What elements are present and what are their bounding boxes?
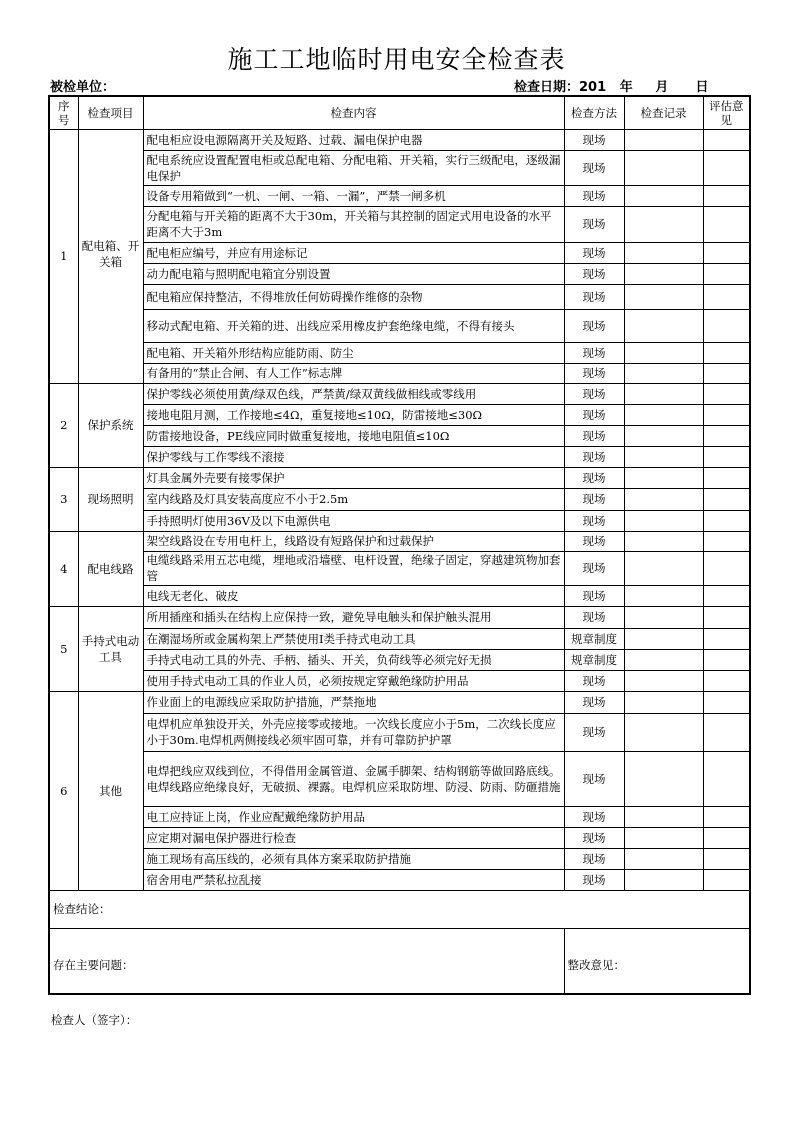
item-evaluation-field[interactable]: [703, 185, 750, 206]
conclusion-label: 检查结论：: [53, 902, 111, 916]
item-evaluation-field[interactable]: [703, 263, 750, 284]
inspection-date-label: 检查日期：201 年 月 日: [514, 80, 709, 95]
table-row: [49, 363, 750, 383]
item-record-field[interactable]: [624, 531, 703, 551]
item-content: 手持式电动工具的外壳、手柄、插头、开关，负荷线等必须完好无损: [143, 649, 564, 670]
item-method: 现场: [564, 185, 624, 206]
item-record-field[interactable]: [624, 713, 703, 751]
table-row: [49, 585, 750, 606]
table-row: [49, 869, 750, 890]
item-content: 室内线路及灯具安装高度应不小于2.5m: [143, 488, 564, 510]
item-content: 使用手持式电动工具的作业人员，必须按规定穿戴绝缘防护用品: [143, 670, 564, 691]
table-row: [49, 827, 750, 848]
group-category: 保护系统: [78, 383, 143, 467]
item-record-field[interactable]: [624, 467, 703, 488]
item-evaluation-field[interactable]: [703, 551, 750, 585]
header-evaluation: 评估意见: [703, 96, 750, 129]
inspection-table: [48, 95, 751, 995]
item-record-field[interactable]: [624, 628, 703, 649]
item-content: 电焊把线应双线到位，不得借用金属管道、金属手脚架、结构钢筋等做回路底线。电焊线路应绝缘良好，无破损、裸露。电焊机应采取防埋、防浸、防雨、防砸措施: [143, 751, 564, 806]
item-content: 有备用的“禁止合闸、有人工作”标志牌: [143, 363, 564, 383]
item-method: 现场: [564, 551, 624, 585]
item-evaluation-field[interactable]: [703, 510, 750, 531]
item-record-field[interactable]: [624, 670, 703, 691]
item-content: 电工应持证上岗，作业应配戴绝缘防护用品: [143, 806, 564, 827]
item-record-field[interactable]: [624, 848, 703, 869]
item-method: 现场: [564, 869, 624, 890]
item-method: 现场: [564, 263, 624, 284]
item-record-field[interactable]: [624, 510, 703, 531]
group-seq: 5: [49, 606, 78, 691]
item-content: 设备专用箱做到“一机、一闸、一箱、一漏”，严禁一闸多机: [143, 185, 564, 206]
item-content: 防雷接地设备，PE线应同时做重复接地，接地电阻值≤10Ω: [143, 425, 564, 446]
item-content: 电线无老化、破皮: [143, 585, 564, 606]
item-evaluation-field[interactable]: [703, 806, 750, 827]
table-row: [49, 425, 750, 446]
item-evaluation-field[interactable]: [703, 606, 750, 628]
item-record-field[interactable]: [624, 363, 703, 383]
table-row: [49, 848, 750, 869]
table-row: [49, 467, 750, 488]
group-seq: 3: [49, 467, 78, 531]
item-content: 配电柜应设电源隔离开关及短路、过载、漏电保护电器: [143, 129, 564, 150]
item-record-field[interactable]: [624, 206, 703, 242]
item-method: 现场: [564, 363, 624, 383]
header-category: 检查项目: [78, 96, 143, 129]
item-record-field[interactable]: [624, 185, 703, 206]
table-row: [49, 206, 750, 242]
table-row: [49, 404, 750, 425]
item-record-field[interactable]: [624, 827, 703, 848]
item-record-field[interactable]: [624, 383, 703, 404]
item-method: 现场: [564, 383, 624, 404]
item-evaluation-field[interactable]: [703, 713, 750, 751]
header-method: 检查方法: [564, 96, 624, 129]
item-evaluation-field[interactable]: [703, 383, 750, 404]
inspector-signature-label: 检查人（签字）：: [51, 1013, 138, 1027]
group-category: 配电箱、开关箱: [78, 129, 143, 383]
item-evaluation-field[interactable]: [703, 206, 750, 242]
table-row: [49, 488, 750, 510]
item-method: 现场: [564, 284, 624, 309]
table-row: [49, 606, 750, 628]
table-row: [49, 342, 750, 363]
item-record-field[interactable]: [624, 263, 703, 284]
item-content: 作业面上的电源线应采取防护措施，严禁拖地: [143, 691, 564, 713]
item-evaluation-field[interactable]: [703, 129, 750, 150]
item-record-field[interactable]: [624, 150, 703, 185]
item-evaluation-field[interactable]: [703, 309, 750, 342]
table-row: [49, 531, 750, 551]
item-record-field[interactable]: [624, 551, 703, 585]
item-content: 所用插座和插头在结构上应保持一致，避免导电触头和保护触头混用: [143, 606, 564, 628]
item-content: 分配电箱与开关箱的距离不大于30m，开关箱与其控制的固定式用电设备的水平距离不大于3m: [143, 206, 564, 242]
item-content: 配电箱应保持整洁，不得堆放任何妨碍操作维修的杂物: [143, 284, 564, 309]
table-row: [49, 309, 750, 342]
group-category: 手持式电动工具: [78, 606, 143, 691]
item-method: 现场: [564, 150, 624, 185]
item-method: 现场: [564, 488, 624, 510]
table-row: [49, 129, 750, 150]
table-row: [49, 628, 750, 649]
item-method: 现场: [564, 342, 624, 363]
item-evaluation-field[interactable]: [703, 425, 750, 446]
item-content: 宿舍用电严禁私拉乱接: [143, 869, 564, 890]
item-method: 现场: [564, 670, 624, 691]
table-row: [49, 446, 750, 467]
item-record-field[interactable]: [624, 446, 703, 467]
item-content: 电缆线路采用五芯电缆，埋地或沿墙壁、电杆设置，绝缘子固定，穿越建筑物加套管: [143, 551, 564, 585]
item-evaluation-field[interactable]: [703, 751, 750, 806]
table-row: [49, 806, 750, 827]
item-method: 现场: [564, 827, 624, 848]
item-method: 现场: [564, 309, 624, 342]
item-content: 配电柜应编号，并应有用途标记: [143, 242, 564, 263]
item-content: 配电系统应设置配置电柜或总配电箱、分配电箱、开关箱，实行三级配电，逐级漏电保护: [143, 150, 564, 185]
item-record-field[interactable]: [624, 585, 703, 606]
header-record: 检查记录: [624, 96, 703, 129]
item-evaluation-field[interactable]: [703, 869, 750, 890]
item-evaluation-field[interactable]: [703, 531, 750, 551]
table-row: [49, 263, 750, 284]
item-evaluation-field[interactable]: [703, 649, 750, 670]
item-record-field[interactable]: [624, 751, 703, 806]
item-evaluation-field[interactable]: [703, 628, 750, 649]
item-evaluation-field[interactable]: [703, 363, 750, 383]
item-content: 架空线路设在专用电杆上，线路设有短路保护和过载保护: [143, 531, 564, 551]
problems-field[interactable]: [49, 928, 564, 994]
item-method: 现场: [564, 848, 624, 869]
item-content: 应定期对漏电保护器进行检查: [143, 827, 564, 848]
problems-label: 存在主要问题：: [53, 957, 134, 972]
item-evaluation-field[interactable]: [703, 585, 750, 606]
table-row: [49, 649, 750, 670]
group-seq: 2: [49, 383, 78, 467]
item-method: 现场: [564, 691, 624, 713]
item-content: 在潮湿场所或金属构架上严禁使用I类手持式电动工具: [143, 628, 564, 649]
header-content: 检查内容: [143, 96, 564, 129]
item-content: 保护零线与工作零线不滚接: [143, 446, 564, 467]
item-record-field[interactable]: [624, 404, 703, 425]
item-content: 配电箱、开关箱外形结构应能防雨、防尘: [143, 342, 564, 363]
table-row: [49, 185, 750, 206]
table-row: [49, 242, 750, 263]
item-method: 现场: [564, 713, 624, 751]
item-record-field[interactable]: [624, 425, 703, 446]
item-content: 接地电阻月测，工作接地≤4Ω，重复接地≤10Ω，防雷接地≤30Ω: [143, 404, 564, 425]
inspected-unit-label: 被检单位：: [50, 80, 116, 95]
group-category: 其他: [78, 691, 143, 890]
table-header-row: [49, 96, 750, 129]
group-category: 现场照明: [78, 467, 143, 531]
item-evaluation-field[interactable]: [703, 670, 750, 691]
problems-row: [49, 928, 750, 994]
group-seq: 6: [49, 691, 78, 890]
item-record-field[interactable]: [624, 284, 703, 309]
item-record-field[interactable]: [624, 606, 703, 628]
item-record-field[interactable]: [624, 129, 703, 150]
item-record-field[interactable]: [624, 488, 703, 510]
item-method: 现场: [564, 606, 624, 628]
page-title: 施工工地临时用电安全检查表: [227, 45, 566, 74]
item-evaluation-field[interactable]: [703, 848, 750, 869]
item-content: 灯具金属外壳要有接零保护: [143, 467, 564, 488]
item-method: 现场: [564, 510, 624, 531]
item-content: 电焊机应单独设开关，外壳应接零或接地。一次线长度应小于5m，二次线长度应小于30m.电焊机两侧接线必须牢固可靠，并有可靠防护护罩: [143, 713, 564, 751]
item-record-field[interactable]: [624, 309, 703, 342]
item-record-field[interactable]: [624, 649, 703, 670]
rectification-field[interactable]: [564, 928, 750, 994]
table-row: [49, 670, 750, 691]
item-content: 动力配电箱与照明配电箱宜分别设置: [143, 263, 564, 284]
item-record-field[interactable]: [624, 691, 703, 713]
item-content: 保护零线必须使用黄/绿双色线，严禁黄/绿双黄线做相线或零线用: [143, 383, 564, 404]
item-method: 现场: [564, 585, 624, 606]
item-method: 现场: [564, 467, 624, 488]
item-method: 现场: [564, 129, 624, 150]
item-record-field[interactable]: [624, 869, 703, 890]
group-seq: 1: [49, 129, 78, 383]
item-evaluation-field[interactable]: [703, 150, 750, 185]
table-body: [49, 129, 750, 890]
item-method: 现场: [564, 446, 624, 467]
rectification-label: 整改意见：: [567, 957, 625, 972]
item-record-field[interactable]: [624, 342, 703, 363]
table-row: [49, 510, 750, 531]
table-row: [49, 713, 750, 751]
item-evaluation-field[interactable]: [703, 242, 750, 263]
item-evaluation-field[interactable]: [703, 446, 750, 467]
table-row: [49, 383, 750, 404]
header-seq: 序号: [49, 96, 78, 129]
item-evaluation-field[interactable]: [703, 284, 750, 309]
item-method: 现场: [564, 242, 624, 263]
item-record-field[interactable]: [624, 806, 703, 827]
item-method: 规章制度: [564, 628, 624, 649]
table-row: [49, 150, 750, 185]
conclusion-row: [49, 890, 750, 928]
item-content: 施工现场有高压线的，必须有具体方案采取防护措施: [143, 848, 564, 869]
item-evaluation-field[interactable]: [703, 827, 750, 848]
item-method: 现场: [564, 531, 624, 551]
table-row: [49, 691, 750, 713]
group-category: 配电线路: [78, 531, 143, 606]
item-method: 现场: [564, 751, 624, 806]
table-row: [49, 551, 750, 585]
item-method: 规章制度: [564, 649, 624, 670]
item-evaluation-field[interactable]: [703, 404, 750, 425]
conclusion-field[interactable]: [49, 890, 750, 928]
item-content: 手持照明灯使用36V及以下电源供电: [143, 510, 564, 531]
item-evaluation-field[interactable]: [703, 488, 750, 510]
item-evaluation-field[interactable]: [703, 691, 750, 713]
group-seq: 4: [49, 531, 78, 606]
item-evaluation-field[interactable]: [703, 342, 750, 363]
item-evaluation-field[interactable]: [703, 467, 750, 488]
item-content: 移动式配电箱、开关箱的进、出线应采用橡皮护套绝缘电缆，不得有接头: [143, 309, 564, 342]
item-method: 现场: [564, 806, 624, 827]
table-row: [49, 751, 750, 806]
table-row: [49, 284, 750, 309]
item-method: 现场: [564, 425, 624, 446]
item-method: 现场: [564, 206, 624, 242]
item-method: 现场: [564, 404, 624, 425]
item-record-field[interactable]: [624, 242, 703, 263]
